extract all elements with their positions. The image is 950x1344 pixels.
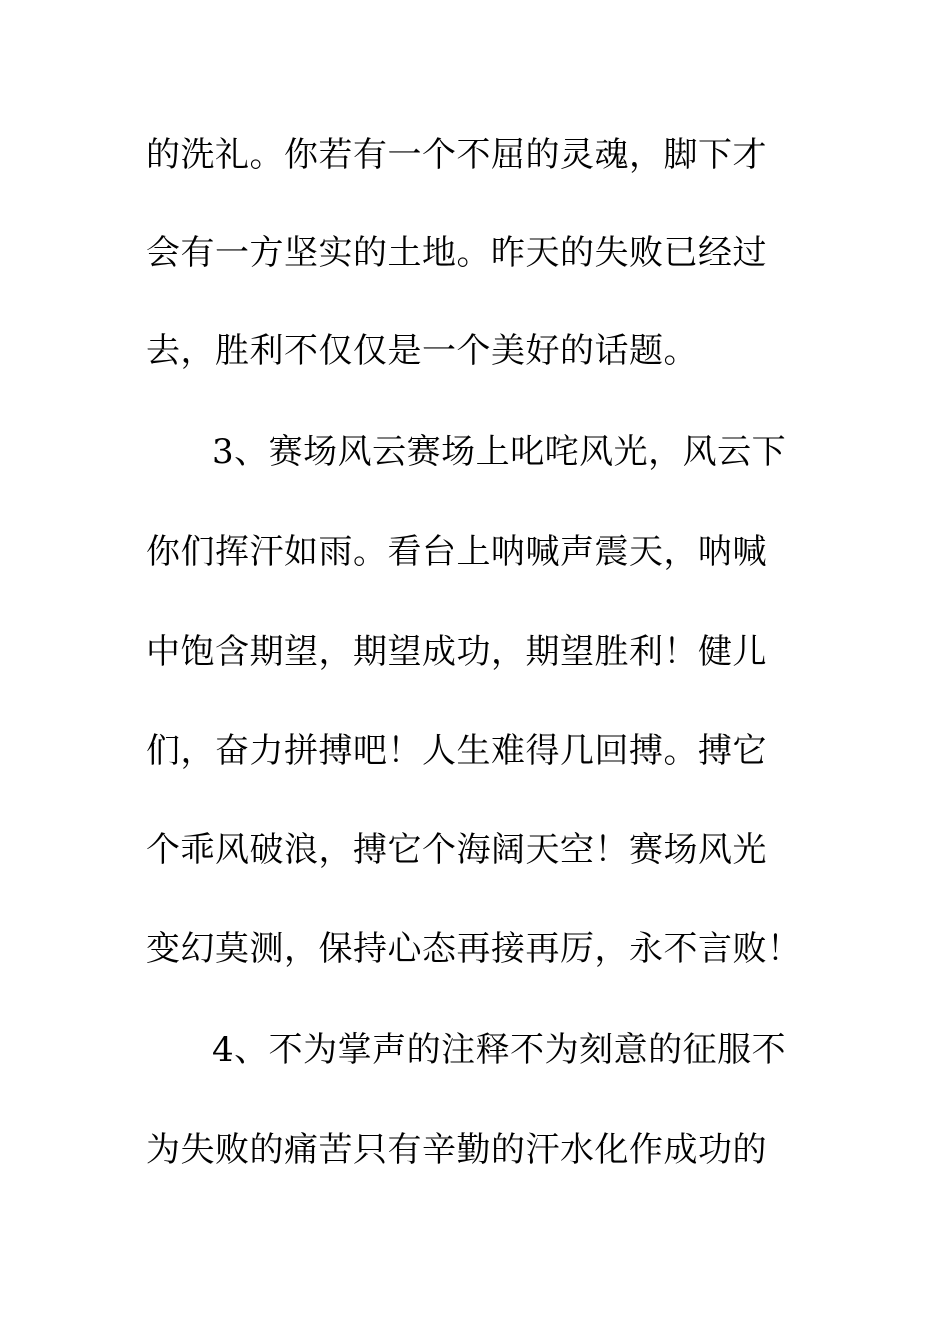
text-line: 个乖风破浪，搏它个海阔天空！赛场风光 bbox=[146, 830, 767, 870]
paragraph-4-first-line: 4、不为掌声的注释不为刻意的征服不 bbox=[212, 1030, 787, 1070]
text-line: 会有一方坚实的土地。昨天的失败已经过 bbox=[146, 233, 767, 273]
text-line: 为失败的痛苦只有辛勤的汗水化作成功的 bbox=[146, 1130, 767, 1170]
text-line: 中饱含期望，期望成功，期望胜利！健儿 bbox=[146, 632, 767, 672]
text-line: 变幻莫测，保持心态再接再厉，永不言败！ bbox=[146, 929, 802, 969]
text-line: 们，奋力拼搏吧！人生难得几回搏。搏它 bbox=[146, 731, 767, 771]
text-line: 的洗礼。你若有一个不屈的灵魂，脚下才 bbox=[146, 135, 767, 175]
text-line: 你们挥汗如雨。看台上呐喊声震天，呐喊 bbox=[146, 532, 767, 572]
text-line: 去，胜利不仅仅是一个美好的话题。 bbox=[146, 331, 698, 371]
paragraph-3-first-line: 3、赛场风云赛场上叱咤风光，风云下 bbox=[212, 432, 787, 472]
